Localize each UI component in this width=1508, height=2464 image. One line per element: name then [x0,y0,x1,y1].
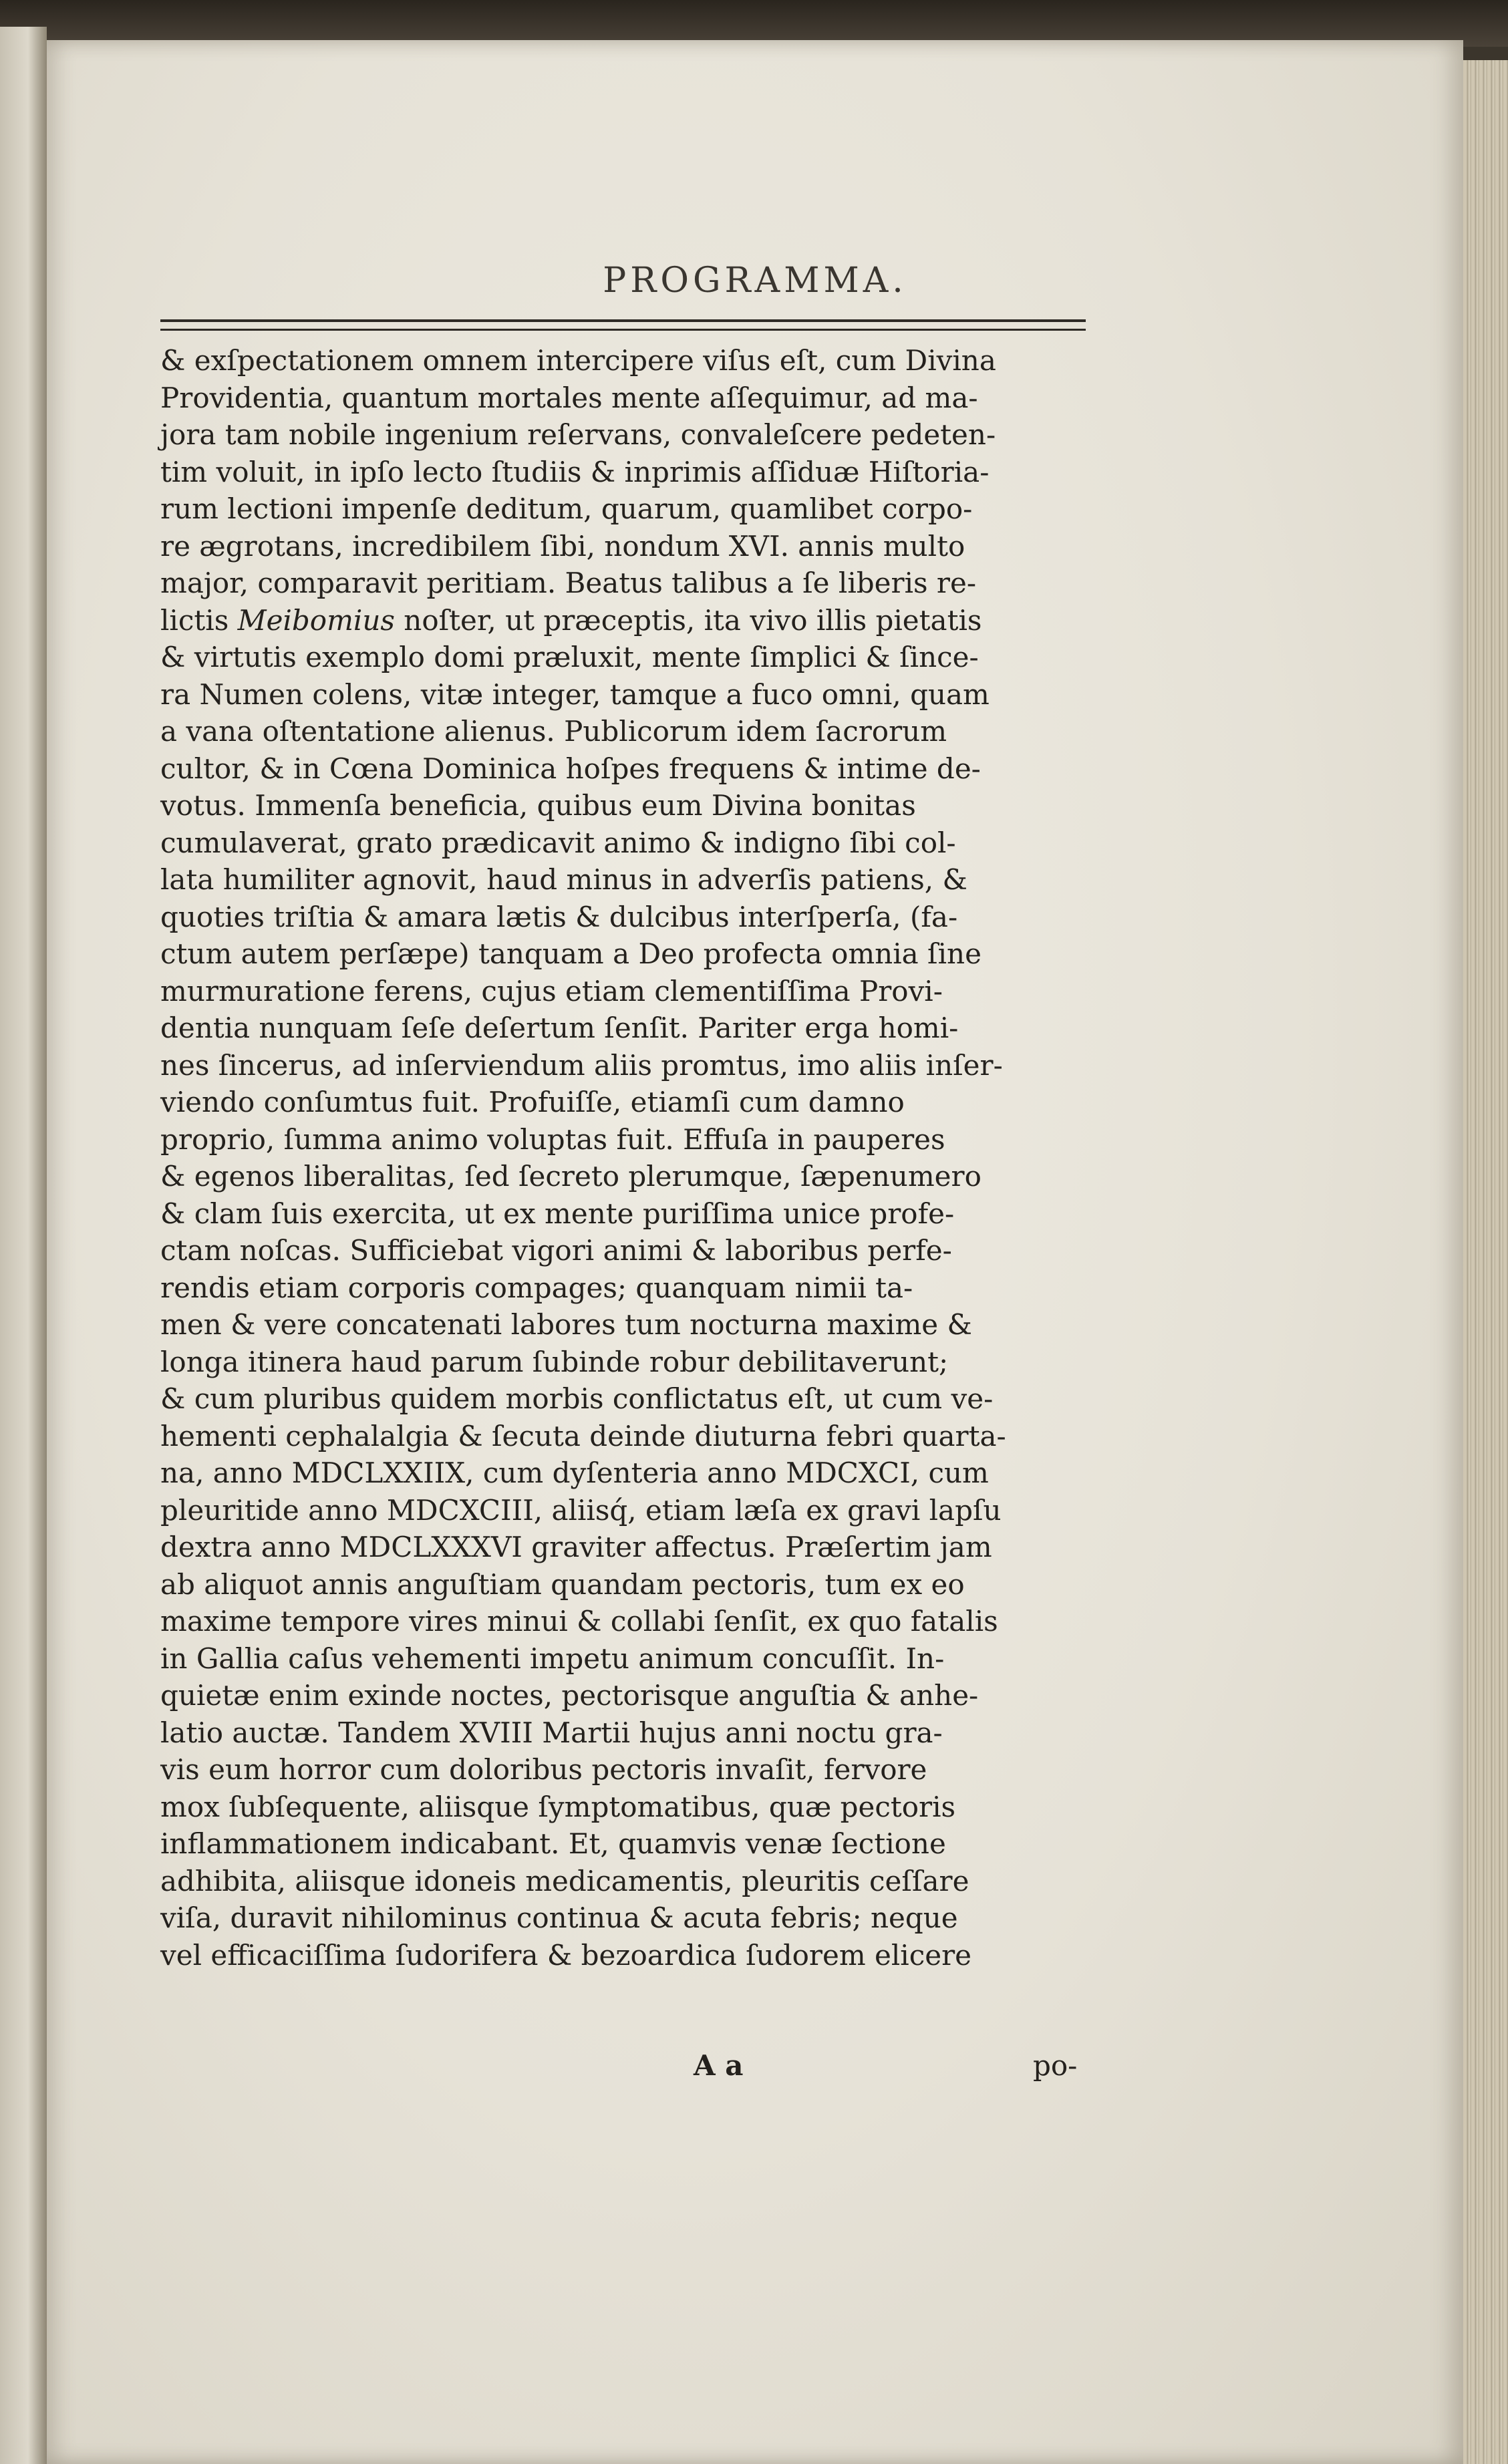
text-line: & virtutis exemplo domi præluxit, mente ſimplici & ſince- [160,641,979,673]
text-line: & cum pluribus quidem morbis conflictatus eſt, ut cum ve- [160,1382,994,1415]
facing-page-edge [0,27,47,2464]
text-line: rendis etiam corporis compages; quanquam nimii ta- [160,1271,913,1304]
book-page [47,40,1463,2464]
text-line: quietæ enim exinde noctes, pectorisque anguſtia & anhe- [160,1679,979,1712]
text-line: viendo conſumtus fuit. Profuiſſe, etiamſi cum damno [160,1086,905,1118]
text-line: & clam ſuis exercita, ut ex mente puriſſima unice profe- [160,1197,955,1230]
text-line: quoties triſtia & amara lætis & dulcibus interſperſa, (fa- [160,900,958,933]
text-line: lictis [160,603,238,637]
text-line: dentia nunquam ſeſe deſertum ſenſit. Pariter erga homi- [160,1012,959,1044]
text-line: maxime tempore vires minui & collabi ſenſit, ex quo fatalis [160,1605,998,1638]
text-line: cumulaverat, grato prædicavit animo & indigno ſibi col- [160,826,956,859]
text-line: latio auctæ. Tandem XVIII Martii hujus anni noctu gra- [160,1716,943,1749]
body-text [160,342,1096,1974]
text-line: & egenos liberalitas, ſed ſecreto plerumque, ſæpenumero [160,1160,982,1193]
text-line: viſa, duravit nihilominus continua & acuta febris; neque [160,1901,958,1934]
text-line-continuation: noſter, ut præceptis, ita vivo illis pietatis [394,603,982,637]
text-line: men & vere concatenati labores tum nocturna maxime & [160,1308,972,1341]
signature-mark: A a [694,2049,744,2082]
text-line: vel efficaciſſima ſudorifera & bezoardica ſudorem elicere [160,1938,972,1972]
text-line: jora tam nobile ingenium reſervans, convaleſcere pedeten- [160,418,996,451]
header-rule [160,319,1086,331]
text-line: a vana oſtentatione alienus. Publicorum idem ſacrorum [160,715,947,748]
text-line: murmuratione ferens, cujus etiam clementiſſima Provi- [160,974,943,1008]
catchword: po- [1033,2049,1078,2082]
text-line: major, comparavit peritiam. Beatus talibus a ſe liberis re- [160,567,977,599]
text-line: na, anno MDCLXXIIX, cum dyſenteria anno MDCXCI, cum [160,1456,989,1489]
text-line: votus. Immenſa beneficia, quibus eum Divina bonitas [160,789,916,822]
text-line: adhibita, aliisque idoneis medicamentis, pleuritis ceſſare [160,1864,969,1897]
text-line: vis eum horror cum doloribus pectoris invaſit, fervore [160,1753,927,1786]
text-line: longa itinera haud parum ſubinde robur debilitaverunt; [160,1345,949,1378]
text-line: ctum autem perſæpe) tanquam a Deo profecta omnia ſine [160,937,982,970]
text-line: ctam noſcas. Sufficiebat vigori animi & laboribus perfe- [160,1234,952,1267]
text-line: nes ſincerus, ad inſerviendum aliis promtus, imo aliis inſer- [160,1048,1003,1082]
page-header: PROGRAMMA. [603,261,907,301]
text-line: cultor, & in Cœna Dominica hoſpes frequens & intime de- [160,752,981,785]
text-line: pleuritide anno MDCXCIII, aliisq́, etiam læſa ex gravi lapſu [160,1493,1002,1527]
page-block-edges [1463,60,1508,2464]
text-line: dextra anno MDCLXXXVI graviter affectus. Præſertim jam [160,1531,992,1563]
text-line: & exſpectationem omnem intercipere viſus eſt, cum Divina [160,344,996,377]
text-line: re ægrotans, incredibilem ſibi, nondum XVI. annis multo [160,529,965,563]
text-line: in Gallia caſus vehementi impetu animum concuſſit. In- [160,1642,945,1675]
text-line: ra Numen colens, vitæ integer, tamque a fuco omni, quam [160,677,990,711]
text-line: lata humiliter agnovit, haud minus in adverſis patiens, & [160,863,967,896]
author-name: Meibomius [237,603,395,637]
text-line: tim voluit, in ipſo lecto ſtudiis & inprimis aſſiduæ Hiſtoria- [160,455,990,488]
text-line: hementi cephalalgia & ſecuta deinde diuturna febri quarta- [160,1419,1006,1452]
text-line: proprio, ſumma animo voluptas fuit. Effuſa in pauperes [160,1122,945,1156]
text-line: mox ſubſequente, aliisque ſymptomatibus, quæ pectoris [160,1790,956,1823]
text-line: Providentia, quantum mortales mente aſſequimur, ad ma- [160,381,978,414]
text-line: rum lectioni impenſe deditum, quarum, quamlibet corpo- [160,492,973,525]
text-line: ab aliquot annis anguſtiam quandam pectoris, tum ex eo [160,1567,965,1601]
text-line: inflammationem indicabant. Et, quamvis venæ ſectione [160,1827,946,1860]
